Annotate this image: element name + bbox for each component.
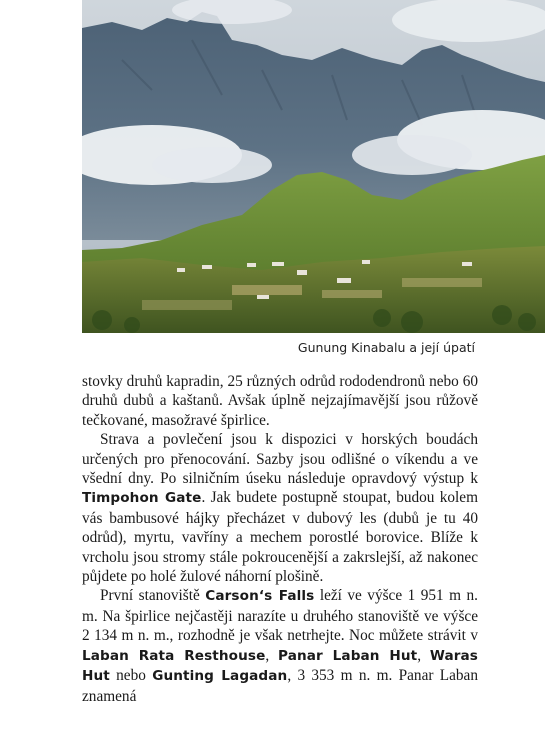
text-run: , — [265, 646, 279, 664]
text-run: Strava a povlečení jsou k dispozici v horských boudách určených pro přenocování. Sazby jsou odlišné o víkendu a ve všední dny. Po silničním úseku následuje opravdový výstup k — [82, 431, 478, 488]
place-name: Laban Rata Resthouse — [82, 647, 266, 664]
text-run: leží ve výšce 1 951 m n. m. Na špirlice nejčastěji narazíte u druhého stanoviště ve výšce 2 134 m n. m., rozhodně je však netrhejte. Noc můžete strávit v — [82, 587, 478, 645]
text-run: První stanoviště — [100, 587, 206, 605]
body-text — [82, 372, 478, 706]
mountain-photo — [82, 0, 545, 333]
text-run: stovky druhů kapradin, 25 různých odrůd rododendronů nebo 60 druhů dubů a kaštanů. Avšak úplně nejzajímavější jsou růžově tečkované, masožravé špirlice. — [82, 373, 478, 429]
text-run: , 3 353 m n. m. Panar Laban znamená — [82, 667, 478, 705]
place-name: Carson‘s Falls — [205, 588, 315, 605]
text-run: . Jak budete postupně stoupat, budou kolem vás bambusové hájky přecházet v dubový les (dubů je tu 40 odrůd), myrtu, vavříny a mechem porostlé borovice. Blíže k vrcholu jsou stromy stále pokroucenější a zakrslejší, až nakonec půjdete po holé žulové náhorní plošině. — [82, 489, 478, 586]
photo-caption: Gunung Kinabalu a její úpatí — [297, 340, 475, 355]
paragraph — [82, 430, 478, 586]
paragraph — [82, 372, 478, 430]
place-name: Gunting Lagadan — [152, 668, 288, 685]
place-name: Panar Laban Hut — [278, 647, 418, 664]
place-name: Timpohon Gate — [82, 490, 202, 507]
text-run: , — [417, 646, 430, 664]
place-name: Waras Hut — [82, 647, 478, 685]
paragraph — [82, 586, 478, 705]
text-run: nebo — [109, 667, 153, 685]
